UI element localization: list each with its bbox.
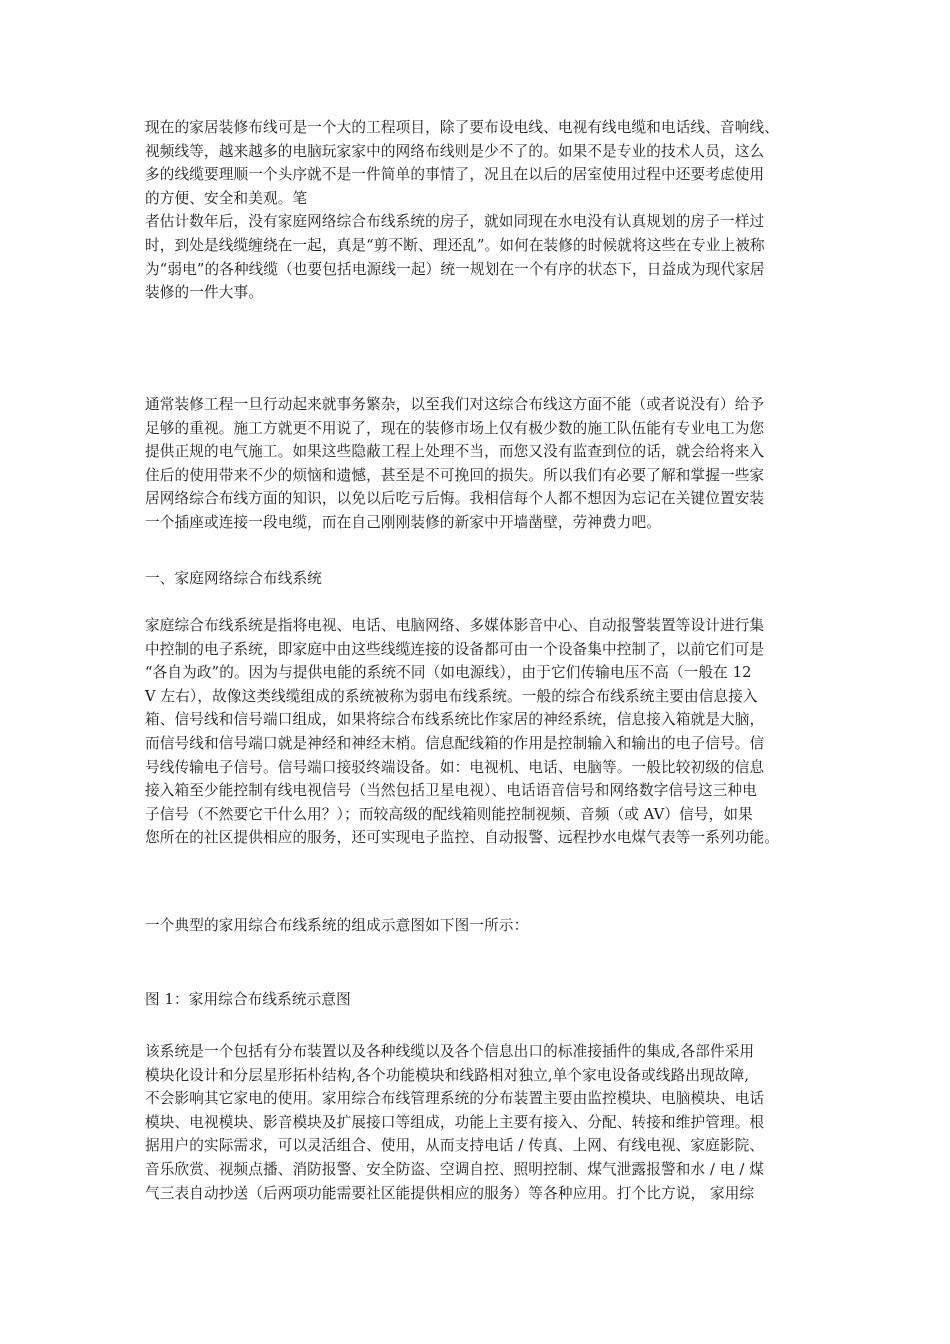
text-line: 不会影响其它家电的使用。家用综合布线管理系统的分布装置主要由监控模块、电脑模块、电话 <box>145 1090 765 1108</box>
text-line: V 左右），故像这类线缆组成的系统被称为弱电布线系统。一般的综合布线系统主要由信息接入 <box>145 687 758 705</box>
paragraph-intro <box>145 116 810 305</box>
text-line: 视频线等，越来越多的电脑玩家家中的网络布线则是少不了的。如果不是专业的技术人员，这么 <box>145 142 765 160</box>
paragraph-system-desc <box>145 1040 810 1205</box>
text-line: 居网络综合布线方面的知识，以免以后吃亏后悔。我相信每个人都不想因为忘记在关键位置安装 <box>145 490 765 508</box>
text-line: 您所在的社区提供相应的服务，还可实现电子监控、自动报警、远程抄水电煤气表等一系列功能。 <box>145 829 779 847</box>
text-line: 住后的使用带来不少的烦恼和遗憾，甚至是不可挽回的损失。所以我们有必要了解和掌握一些家 <box>145 466 765 484</box>
text-line: 子信号（不然要它干什么用？）；而较高级的配线箱则能控制视频、音频（或 AV）信号，如果 <box>145 805 753 823</box>
text-line: 该系统是一个包括有分布装置以及各种线缆以及各个信息出口的标准接插件的集成,各部件采用 <box>145 1043 755 1060</box>
text-line: 箱、信号线和信号端口组成，如果将综合布线系统比作家居的神经系统，信息接入箱就是大脑， <box>145 711 765 729</box>
text-line: 提供正规的电气施工。如果这些隐蔽工程上处理不当，而您又没有监查到位的话，就会给将来入 <box>145 443 765 461</box>
text-line: 中控制的电子系统，即家庭中由这些线缆连接的设备都可由一个设备集中控制了，以前它们可是 <box>145 640 765 658</box>
figure-caption-text: 图 1：家用综合布线系统示意图 <box>145 991 351 1008</box>
text-line: 气三表自动抄送（后两项功能需要社区能提供相应的服务）等各种应用。打个比方说， 家用综 <box>145 1184 755 1202</box>
text-line: 现在的家居装修布线可是一个大的工程项目，除了要布设电线、电视有线电缆和电话线、音响线、 <box>145 119 779 136</box>
section-heading-text: 一、家庭网络综合布线系统 <box>145 570 322 587</box>
text-line: 模块化设计和分层星形拓朴结构,各个功能模块和线路相对独立,单个家电设备或线路出现故障, <box>145 1066 750 1084</box>
paragraph-section1-body <box>145 614 810 850</box>
text-line: 装修的一件大事。 <box>145 284 263 302</box>
figure-caption <box>145 988 810 1012</box>
text-line: 模块、电视模块、影音模块及扩展接口等组成，功能上主要有接入、分配、转接和维护管理。根 <box>145 1113 765 1131</box>
text-line: 的方便、安全和美观。笔 <box>145 189 308 207</box>
figure-intro <box>145 914 810 938</box>
paragraph-construction <box>145 393 810 535</box>
text-line: 而信号线和信号端口就是神经和神经末梢。信息配线箱的作用是控制输入和输出的电子信号。信 <box>145 734 765 752</box>
text-line: 通常装修工程一旦行动起来就事务繁杂，以至我们对这综合布线这方面不能（或者说没有）给予 <box>145 396 765 413</box>
text-line: 接入箱至少能控制有线电视信号（当然包括卫星电视）、电话语音信号和网络数字信号这三种电 <box>145 782 757 800</box>
text-line: “各自为政”的。因为与提供电能的系统不同（如电源线），由于它们传输电压不高（一般在 12 <box>145 664 752 682</box>
text-line: 多的线缆要理顺一个头序就不是一件简单的事情了，况且在以后的居室使用过程中还要考虑使用 <box>145 166 765 184</box>
text-line: 一个典型的家用综合布线系统的组成示意图如下图一所示： <box>145 917 529 934</box>
text-line: 据用户的实际需求，可以灵活组合、使用，从而支持电话 / 传真、上网、有线电视、家庭影院、 <box>145 1137 765 1155</box>
text-line: 时，到处是线缆缠绕在一起，真是“剪不断、理还乱”。如何在装修的时候就将这些在专业上被称 <box>145 236 765 254</box>
text-line: 者估计数年后，没有家庭网络综合布线系统的房子，就如同现在水电没有认真规划的房子一样过 <box>145 213 765 231</box>
text-line: 一个插座或连接一段电缆，而在自己刚刚装修的新家中开墙凿壁，劳神费力吧。 <box>145 513 662 531</box>
text-line: 家庭综合布线系统是指将电视、电话、电脑网络、多媒体影音中心、自动报警装置等设计进行集 <box>145 617 765 634</box>
text-line: 号线传输电子信号。信号端口接驳终端设备。如：电视机、电话、电脑等。一般比较初级的信息 <box>145 758 765 776</box>
section-heading <box>145 567 810 591</box>
text-line: 音乐欣赏、视频点播、消防报警、安全防盗、空调自控、照明控制、煤气泄露报警和水 / 电 / 煤 <box>145 1160 765 1178</box>
text-line: 为“弱电”的各种线缆（也要包括电源线一起）统一规划在一个有序的状态下，日益成为现代家居 <box>145 260 765 278</box>
text-line: 足够的重视。施工方就更不用说了，现在的装修市场上仅有极少数的施工队伍能有专业电工为您 <box>145 419 765 437</box>
